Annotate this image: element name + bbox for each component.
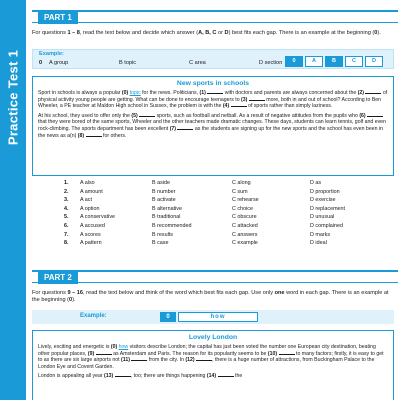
gap-7[interactable] — [177, 126, 193, 130]
gap-4[interactable] — [231, 103, 247, 107]
option-1d[interactable]: D as — [310, 180, 322, 186]
passage1-title: New sports in schools — [176, 80, 250, 87]
option-2d[interactable]: D proportion — [310, 188, 340, 195]
answer-grid-c: C — [345, 56, 363, 67]
option-8b[interactable]: B case — [152, 240, 169, 247]
passage2-paragraph2: London is appealing all year (13) , too; there are things happening (14) the — [38, 373, 243, 380]
option-7d[interactable]: D marks — [310, 231, 331, 238]
gap-13[interactable] — [115, 373, 131, 377]
options-table — [32, 180, 394, 249]
part2-label: PART 2 — [38, 271, 78, 284]
option-4d[interactable]: D replacement — [310, 205, 346, 212]
answer-grid-b: B — [325, 56, 343, 67]
option-5d[interactable]: D unusual — [310, 214, 335, 221]
part1-instructions: For questions 1 – 8, read the text below and decide which answer (A, B, C or D) best fits each gap. There is an example at the beginning (0). — [32, 30, 381, 36]
option-7b[interactable]: B results — [152, 231, 173, 238]
example-option-d: D section — [259, 60, 283, 66]
gap-6[interactable] — [367, 113, 383, 117]
option-4a[interactable]: A option — [80, 205, 100, 212]
option-8c[interactable]: C example — [232, 240, 258, 247]
option-8d[interactable]: D ideal — [310, 240, 327, 247]
option-6b[interactable]: B recommended — [152, 222, 192, 229]
example2-gap-answer: how — [118, 344, 129, 350]
option-2a[interactable]: A amount — [80, 188, 103, 195]
option-1c[interactable]: C along — [232, 180, 251, 186]
gap-3[interactable] — [249, 97, 265, 101]
option-8a[interactable]: A pattern — [80, 240, 102, 247]
gap-10[interactable] — [279, 351, 295, 355]
gap-12[interactable] — [196, 357, 212, 361]
passage2-title: Lovely London — [188, 334, 238, 341]
example2-label: Example: — [80, 313, 107, 319]
answer-grid-d: D — [365, 56, 383, 67]
example2-answer: how — [178, 312, 258, 322]
example2-number: 0 — [160, 312, 176, 322]
part2-instructions: For questions 9 – 16, read the text below and think of the word which best fits each gap. Use only one word in each gap. There is an example at the beginning (0). — [32, 290, 389, 304]
passage2-panel — [32, 330, 394, 400]
option-4c[interactable]: C choice — [232, 205, 253, 212]
options-row: 4. A option B alternative C choice D replacement — [64, 205, 346, 212]
passage1-body — [33, 87, 393, 144]
gap-11[interactable] — [131, 357, 147, 361]
options-row: 2. A amount B number C sum D proportion — [64, 188, 340, 195]
option-3b[interactable]: B activate — [152, 197, 176, 204]
gap-2[interactable] — [365, 90, 381, 94]
option-1a[interactable]: A also — [80, 180, 95, 186]
part1-example-box — [32, 49, 394, 69]
option-1b[interactable]: B aside — [152, 180, 170, 186]
options-row: 8. A pattern B case C example D ideal — [64, 240, 327, 247]
part2-example-box — [32, 310, 394, 324]
gap-5[interactable] — [139, 113, 155, 117]
option-7c[interactable]: C answers — [232, 231, 258, 238]
example-number: 0 — [39, 60, 43, 66]
option-6a[interactable]: A accused — [80, 222, 105, 229]
part1-header — [32, 10, 398, 23]
answer-grid — [285, 56, 383, 67]
example-label: Example: — [39, 51, 64, 57]
option-3c[interactable]: C rehearse — [232, 197, 259, 204]
option-6d[interactable]: D complained — [310, 222, 343, 229]
gap-14[interactable] — [218, 373, 234, 377]
side-tab-label: Practice Test 1 — [5, 49, 21, 146]
example-option-c: C area — [189, 60, 206, 66]
passage1-panel — [32, 76, 394, 176]
example-option-a: A group — [49, 60, 69, 66]
option-5a[interactable]: A conservative — [80, 214, 116, 221]
option-7a[interactable]: A scores — [80, 231, 101, 238]
answer-grid-a: A — [305, 56, 323, 67]
options-row: 1. A also B aside C along D as — [64, 180, 322, 186]
example-option-b: B topic — [119, 60, 137, 66]
passage2-body — [33, 341, 393, 385]
passage2-paragraph1: Lively, exciting and energetic is (0) how visitors describe London; the capital has just been voted the number one European city destination, beating other popular places, (9) as Amsterdam and Paris. The reason for its popularity seems to be (10) to many factors; firstly, it is easy to get to as there are six large airports not (11) from the city. In (12) , there is a huge number of attractions, from Buckingham Palace to the London Eye and Covent Garden. — [38, 344, 384, 370]
practice-test-side-tab — [0, 0, 26, 400]
options-row: 3. A act B activate C rehearse D exercise — [64, 197, 336, 204]
gap-8[interactable] — [86, 133, 102, 137]
passage1-paragraph1: Sport in schools is always a popular (0) topic for the news. Politicians, (1) with doctors and parents are always concerned about the (2) of physical activity young people are getting. What can be done to encourage teenagers to (3) more, both in and out of school? According to Ben Wheeler, a PE teacher at Maldon High school in Sussex, the problem is with the (4) of sports rather than simply laziness. — [38, 90, 388, 110]
gap-1[interactable] — [207, 90, 223, 94]
gap-9[interactable] — [96, 351, 112, 355]
option-5c[interactable]: C obscure — [232, 214, 257, 221]
option-4b[interactable]: B alternative — [152, 205, 182, 212]
option-2c[interactable]: C sum — [232, 188, 248, 195]
option-3a[interactable]: A act — [80, 197, 92, 204]
example-gap-answer: topic — [129, 90, 141, 96]
part1-label: PART 1 — [38, 11, 78, 24]
option-2b[interactable]: B number — [152, 188, 176, 195]
options-row: 5. A conservative B traditional C obscure D unusual — [64, 214, 335, 221]
part2-header — [32, 270, 398, 283]
options-row: 6. A accused B recommended C attacked D complained — [64, 222, 343, 229]
option-5b[interactable]: B traditional — [152, 214, 181, 221]
passage1-paragraph2: At his school, they used to offer only the (5) sports, such as football and netball. As a result of negative attitudes from the pupils who (6) that they were bored of the same sports, Wheeler and the other teachers made dramatic changes. These days, students can learn tennis, golf and even rock-climbing. The sports department has been excellent (7) as the students are signing up for the new sports and the school has even been in the news as a(n) (8) for others. — [38, 112, 386, 139]
option-3d[interactable]: D exercise — [310, 197, 336, 204]
option-6c[interactable]: C attacked — [232, 222, 258, 229]
answer-grid-number: 0 — [285, 56, 303, 67]
options-row: 7. A scores B results C answers D marks — [64, 231, 331, 238]
